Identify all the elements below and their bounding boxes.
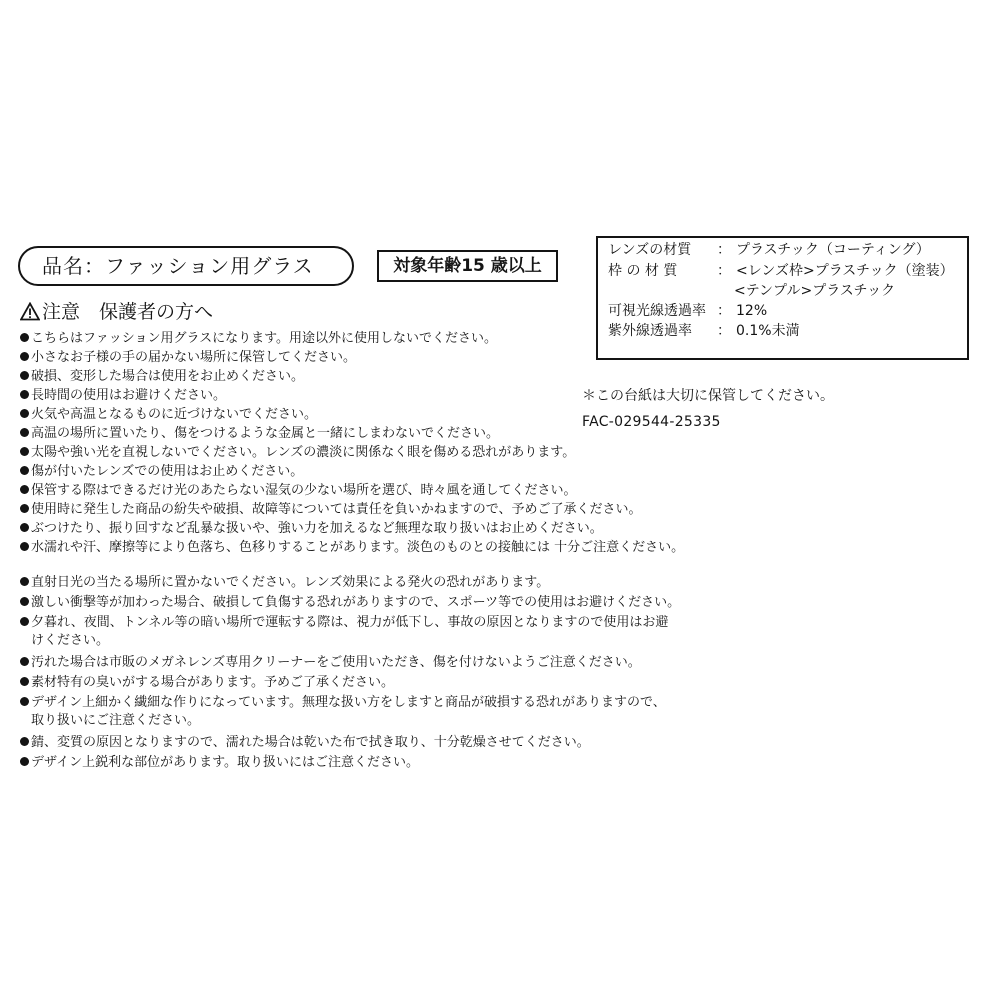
note-item: 素材特有の臭いがする場合があります。予めご了承ください。: [20, 674, 394, 692]
note-item: こちらはファッション用グラスになります。用途以外に使用しないでください。: [20, 330, 497, 348]
bullet-icon: [20, 737, 29, 746]
note-item: 太陽や強い光を直視しないでください。レンズの濃淡に関係なく眼を傷める恐れがあります。: [20, 444, 575, 462]
bullet-icon: [20, 485, 29, 494]
bullet-icon: [20, 371, 29, 380]
bullet-icon: [20, 390, 29, 399]
note-item: デザイン上鋭利な部位があります。取り扱いにはご注意ください。: [20, 754, 419, 772]
product-name: 品名：ファッション用グラス: [42, 254, 314, 278]
spec-label: 紫外線透過率: [608, 323, 692, 339]
bullet-icon: [20, 617, 29, 626]
bullet-icon: [20, 447, 29, 456]
spec-separator: ：: [717, 323, 731, 339]
bullet-icon: [20, 597, 29, 606]
note-item: 傷が付いたレンズでの使用はお止めください。: [20, 463, 303, 481]
bullet-icon: [20, 428, 29, 437]
spec-row-lens: [608, 240, 930, 260]
spec-row-visible-light: [608, 301, 767, 321]
spec-value: プラスチック（コーティング）: [736, 242, 930, 258]
note-item: 水濡れや汗、摩擦等により色落ち、色移りすることがあります。淡色のものとの接触には 十分ご注意ください。: [20, 539, 684, 557]
bullet-icon: [20, 352, 29, 361]
spec-separator: ：: [717, 263, 731, 279]
warning-triangle-icon: [20, 302, 40, 321]
note-item: 小さなお子様の手の届かない場所に保管してください。: [20, 349, 356, 367]
bullet-icon: [20, 466, 29, 475]
spec-label: レンズの材質: [608, 242, 692, 258]
note-item: 高温の場所に置いたり、傷をつけるような金属と一緒にしまわないでください。: [20, 425, 499, 443]
note-item: デザイン上細かく繊細な作りになっています。無理な扱い方をしますと商品が破損する恐れがありますので、 取り扱いにご注意ください。: [20, 694, 666, 730]
note-item: 夕暮れ、夜間、トンネル等の暗い場所で運転する際は、視力が低下し、事故の原因となりますので使用はお避 けください。: [20, 614, 668, 650]
bullet-icon: [20, 409, 29, 418]
card-keep-note: ＊この台紙は大切に保管してください。: [582, 388, 834, 404]
bullet-icon: [20, 542, 29, 551]
note-item: 激しい衝撃等が加わった場合、破損して負傷する恐れがありますので、スポーツ等での使用はお避けください。: [20, 594, 680, 612]
spec-box: [596, 236, 969, 360]
note-item: 長時間の使用はお避けください。: [20, 387, 226, 405]
spec-separator: ：: [717, 303, 731, 319]
bullet-icon: [20, 523, 29, 532]
bullet-icon: [20, 577, 29, 586]
note-item: 使用時に発生した商品の紛失や破損、故障等については責任を負いかねますので、予めご了承ください。: [20, 501, 641, 519]
warning-heading: [20, 298, 213, 326]
product-name-box: [18, 246, 354, 286]
spec-row-uv: [608, 321, 800, 341]
target-age-box: [377, 250, 558, 282]
product-code: FAC-029544-25335: [582, 414, 721, 430]
note-continuation: けください。: [31, 633, 110, 648]
bullet-icon: [20, 757, 29, 766]
note-item: 錆、変質の原因となりますので、濡れた場合は乾いた布で拭き取り、十分乾燥させてください。: [20, 734, 590, 752]
note-item: 保管する際はできるだけ光のあたらない湿気の少ない場所を選び、時々風を通してください。: [20, 482, 576, 500]
spec-value: 0.1%未満: [736, 323, 800, 339]
bullet-icon: [20, 697, 29, 706]
spec-label: 枠 の 材 質: [608, 263, 678, 279]
spec-value: 12%: [736, 303, 768, 319]
spec-value-temple: <テンプル>プラスチック: [734, 283, 896, 299]
target-age: 対象年齢15 歳以上: [393, 256, 542, 276]
note-item: ぶつけたり、振り回すなど乱暴な扱いや、強い力を加えるなど無理な取り扱いはお止めください。: [20, 520, 603, 538]
warning-title: 注意 保護者の方へ: [42, 301, 214, 323]
note-item: 火気や高温となるものに近づけないでください。: [20, 406, 317, 424]
spec-separator: ：: [717, 242, 731, 258]
bullet-icon: [20, 657, 29, 666]
spec-label: 可視光線透過率: [608, 303, 706, 319]
bullet-icon: [20, 504, 29, 513]
note-item: 破損、変形した場合は使用をお止めください。: [20, 368, 304, 386]
note-item: 汚れた場合は市販のメガネレンズ専用クリーナーをご使用いただき、傷を付けないようご注意ください。: [20, 654, 641, 672]
spec-value: <レンズ枠>プラスチック（塗装）: [736, 263, 954, 279]
note-continuation: 取り扱いにご注意ください。: [31, 713, 201, 728]
note-item: 直射日光の当たる場所に置かないでください。レンズ効果による発火の恐れがあります。: [20, 574, 549, 592]
bullet-icon: [20, 677, 29, 686]
spec-row-frame: [608, 261, 954, 281]
bullet-icon: [20, 333, 29, 342]
